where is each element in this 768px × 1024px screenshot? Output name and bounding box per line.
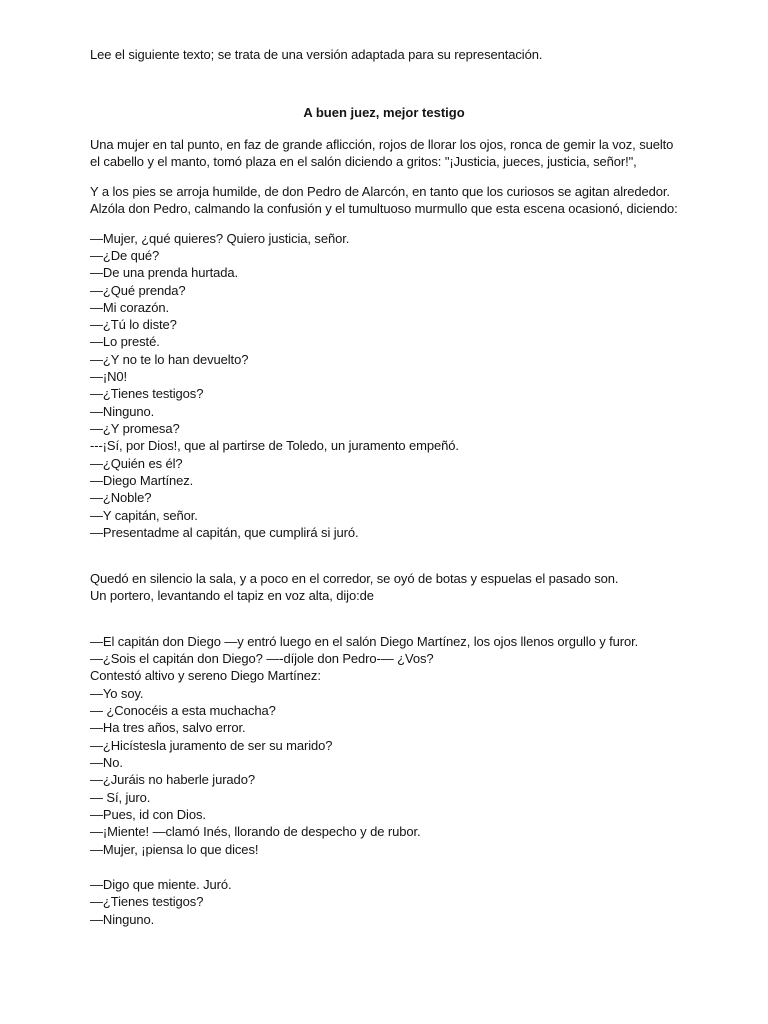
paragraph2-line-1: Y a los pies se arroja humilde, de don Pedro de Alarcón, en tanto que los curiosos se agitan alrededor. [90,184,670,199]
dialogue2-line: — Sí, juro. [90,790,151,805]
dialogue2-line: —El capitán don Diego —y entró luego en el salón Diego Martínez, los ojos llenos orgullo y furor. [90,634,639,649]
dialogue1-line: —Mujer, ¿qué quieres? Quiero justicia, señor. [90,231,350,246]
dialogue1-line: —Presentadme al capitán, que cumplirá si juró. [90,525,359,540]
dialogue1-line: —¿De qué? [90,248,160,263]
dialogue1-line: —¿Qué prenda? [90,283,186,298]
dialogue1-line: —¿Quién es él? [90,456,183,471]
dialogue1-line: —Y capitán, señor. [90,508,198,523]
dialogue2-line: —No. [90,755,123,770]
dialogue3-line: —Ninguno. [90,912,155,927]
paragraph1-line-2: el cabello y el manto, tomó plaza en el salón diciendo a gritos: "¡Justicia, jueces, justicia, señor!", [90,154,637,169]
dialogue2-line: —Pues, id con Dios. [90,807,206,822]
dialogue2-line: —Ha tres años, salvo error. [90,720,246,735]
dialogue1-line: —Diego Martínez. [90,473,194,488]
dialogue2-line: —¡Miente! —clamó Inés, llorando de despecho y de rubor. [90,824,421,839]
dialogue1-line: —¡N0! [90,369,128,384]
dialogue1-line: —¿Y promesa? [90,421,180,436]
dialogue1-line: —¿Tienes testigos? [90,386,204,401]
dialogue1-line: —Ninguno. [90,404,155,419]
dialogue2-line: —¿Sois el capitán don Diego? —-díjole don Pedro-— ¿Vos? [90,651,434,666]
dialogue2-line: —Mujer, ¡piensa lo que dices! [90,842,259,857]
dialogue3-line: —Digo que miente. Juró. [90,877,232,892]
dialogue1-line: —De una prenda hurtada. [90,265,239,280]
dialogue2-line: — ¿Conocéis a esta muchacha? [90,703,276,718]
paragraph3-line-2: Un portero, levantando el tapiz en voz alta, dijo:de [90,588,374,603]
document-title: A buen juez, mejor testigo [303,105,465,120]
dialogue2-line: Contestó altivo y sereno Diego Martínez: [90,668,321,683]
dialogue1-line: —¿Y no te lo han devuelto? [90,352,249,367]
paragraph1-line-1: Una mujer en tal punto, en faz de grande aflicción, rojos de llorar los ojos, ronca de gemir la voz, suelto [90,137,674,152]
dialogue3-line: —¿Tienes testigos? [90,894,204,909]
paragraph3-line-1: Quedó en silencio la sala, y a poco en el corredor, se oyó de botas y espuelas el pasado son. [90,571,619,586]
paragraph2-line-2: Alzóla don Pedro, calmando la confusión y el tumultuoso murmullo que esta escena ocasionó, diciendo: [90,201,678,216]
intro-line: Lee el siguiente texto; se trata de una versión adaptada para su representación. [90,47,543,62]
dialogue2-line: —¿Juráis no haberle jurado? [90,772,255,787]
dialogue2-line: —¿Hicístesla juramento de ser su marido? [90,738,333,753]
dialogue1-line: —Lo presté. [90,334,160,349]
dialogue1-line: —¿Noble? [90,490,152,505]
dialogue1-line: ---¡Sí, por Dios!, que al partirse de Toledo, un juramento empeñó. [90,438,459,453]
dialogue1-line: —¿Tú lo diste? [90,317,177,332]
dialogue2-line: —Yo soy. [90,686,144,701]
dialogue1-line: —Mi corazón. [90,300,169,315]
